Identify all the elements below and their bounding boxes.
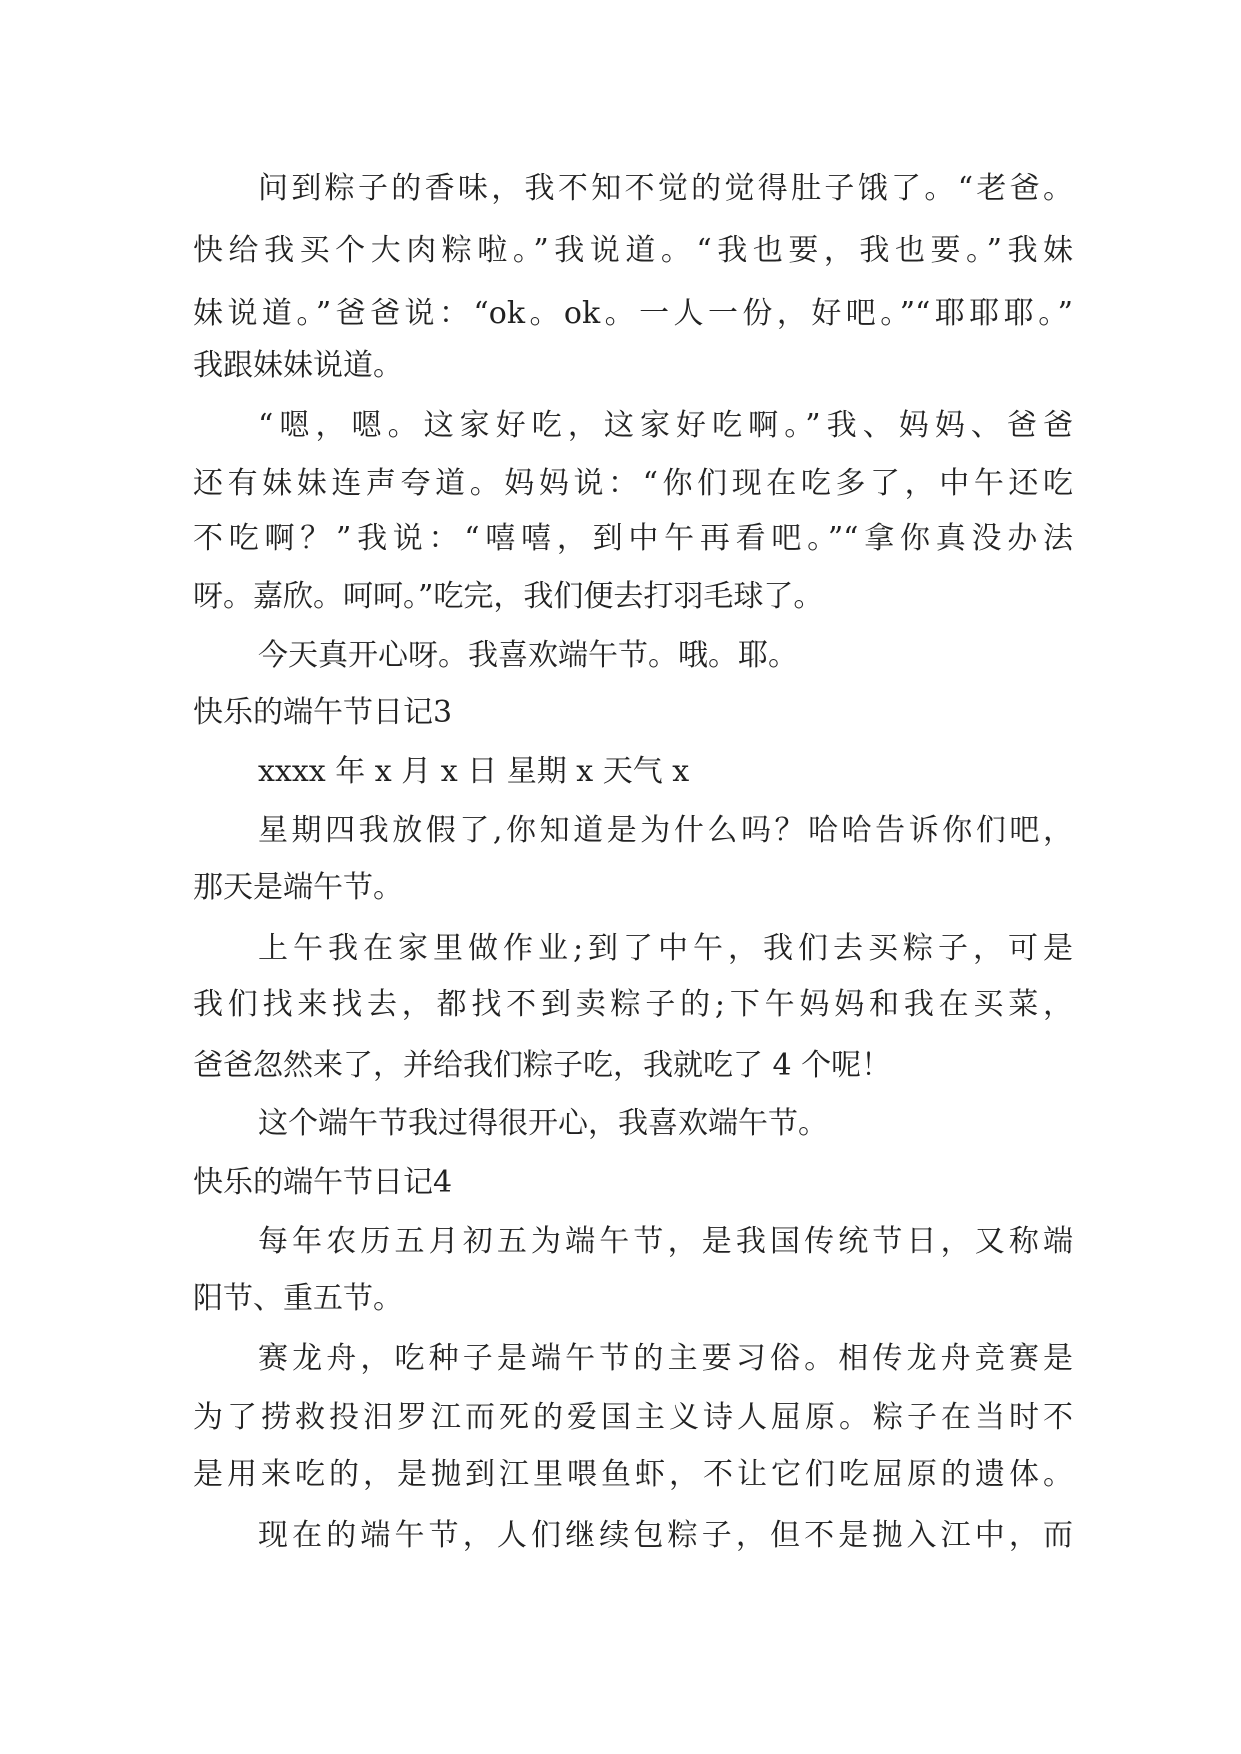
paragraph-line: 上午我在家里做作业;到了中午，我们去买粽子，可是	[258, 931, 1073, 966]
paragraph-line: 每年农历五月初五为端午节，是我国传统节日，又称端	[258, 1224, 1073, 1259]
paragraph-line: 现在的端午节，人们继续包粽子，但不是抛入江中，而	[258, 1518, 1073, 1553]
paragraph-line: 今天真开心呀。我喜欢端午节。哦。耶。	[258, 638, 798, 673]
paragraph-line: 还有妹妹连声夸道。妈妈说：“你们现在吃多了，中午还吃	[193, 466, 1073, 501]
paragraph-line: 我们找来找去，都找不到卖粽子的;下午妈妈和我在买菜，	[193, 987, 1073, 1022]
paragraph-line: 那天是端午节。	[193, 870, 403, 905]
diary-heading-4: 快乐的端午节日记4	[193, 1165, 453, 1200]
paragraph-line: 呀。嘉欣。呵呵。”吃完，我们便去打羽毛球了。	[193, 579, 824, 614]
paragraph-line: 这个端午节我过得很开心，我喜欢端午节。	[258, 1106, 828, 1141]
paragraph-line: 快给我买个大肉粽啦。”我说道。“我也要，我也要。”我妹	[193, 233, 1073, 268]
paragraph-line: 为了捞救投汨罗江而死的爱国主义诗人屈原。粽子在当时不	[193, 1400, 1073, 1435]
paragraph-line: 阳节、重五节。	[193, 1281, 403, 1316]
paragraph-line: 问到粽子的香味，我不知不觉的觉得肚子饿了。“老爸。	[258, 171, 1073, 206]
paragraph-line: 爸爸忽然来了，并给我们粽子吃，我就吃了 4 个呢！	[193, 1048, 892, 1083]
paragraph-line: 不吃啊？”我说：“嘻嘻，到中午再看吧。”“拿你真没办法	[193, 521, 1073, 556]
paragraph-line: 赛龙舟，吃种子是端午节的主要习俗。相传龙舟竞赛是	[258, 1341, 1073, 1376]
paragraph-line: 星期四我放假了,你知道是为什么吗？哈哈告诉你们吧，	[258, 813, 1073, 848]
paragraph-line: 妹说道。”爸爸说：“ok。ok。一人一份，好吧。”“耶耶耶。”	[193, 296, 1073, 331]
date-weather-line: xxxx 年 x 月 x 日 星期 x 天气 x	[258, 754, 690, 789]
diary-heading-3: 快乐的端午节日记3	[193, 695, 453, 730]
paragraph-line: 我跟妹妹说道。	[193, 348, 403, 383]
paragraph-line: “嗯，嗯。这家好吃，这家好吃啊。”我、妈妈、爸爸	[258, 408, 1073, 443]
paragraph-line: 是用来吃的，是抛到江里喂鱼虾，不让它们吃屈原的遗体。	[193, 1457, 1073, 1492]
